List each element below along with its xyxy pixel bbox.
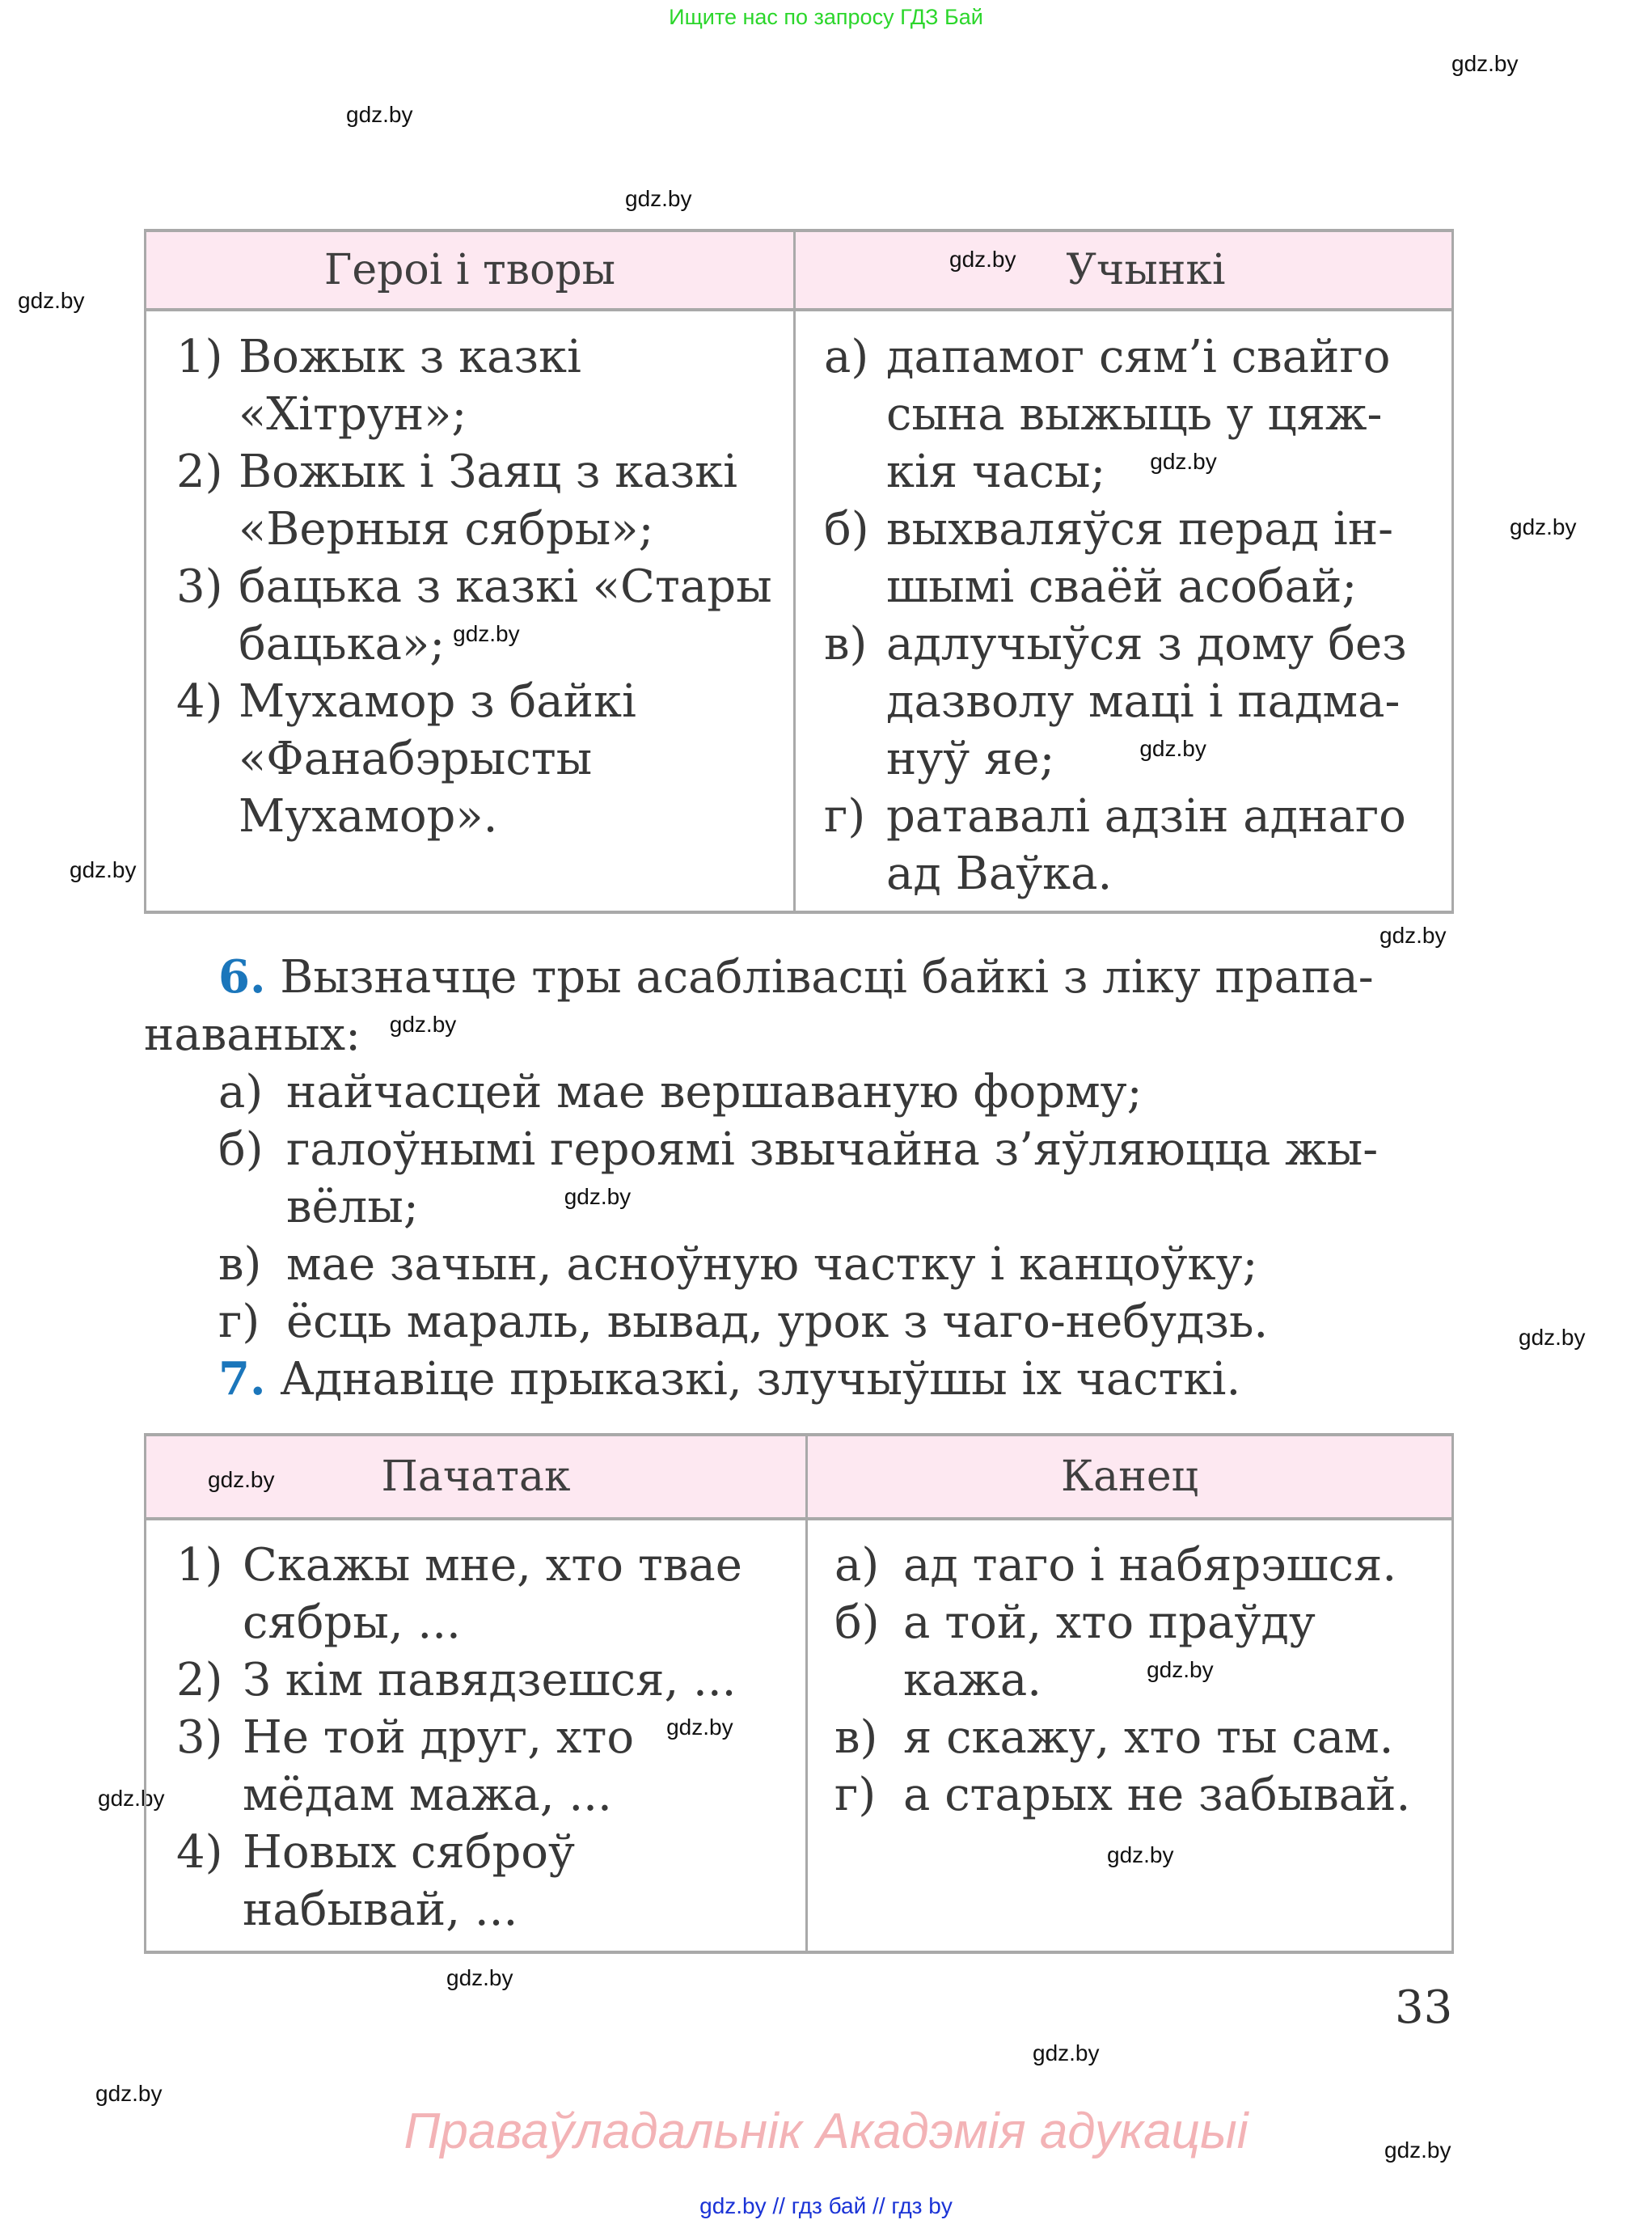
watermark: gdz.by <box>18 288 85 313</box>
list-item: 4) Новых сяброў набывай, ... <box>176 1826 575 1936</box>
watermark: gdz.by <box>1150 449 1217 474</box>
watermark: gdz.by <box>446 1965 513 1990</box>
watermark: gdz.by <box>625 186 692 211</box>
watermark: gdz.by <box>70 857 137 882</box>
watermark: gdz.by <box>95 2081 163 2106</box>
page-number: 33 <box>1395 1981 1453 2034</box>
watermark: gdz.by <box>98 1786 165 1811</box>
table-header-row <box>146 232 1451 311</box>
task-7-prompt: 7. Аднавіце прыказкі, злучыўшы іх часткі. <box>218 1352 1241 1406</box>
watermark: gdz.by <box>1033 2040 1100 2065</box>
task-6-prompt: 6. Вызначце тры асаблівасці байкі з ліку прапа- <box>218 950 1374 1004</box>
watermark: gdz.by <box>389 1012 457 1037</box>
table-body-row <box>146 311 1451 911</box>
list-item: а) дапамог сям’і свайго сына выжыць у цяж- кія часы; $^{gdz.by}$ <box>824 331 1391 498</box>
list-item: 2) З кім павядзешся, ... <box>176 1654 737 1706</box>
watermark: gdz.by <box>1451 51 1519 76</box>
list-item: 1) Вожык з казкі «Хітрун»; <box>176 331 581 441</box>
header-deeds: gdz.by Учынкі <box>793 232 1451 308</box>
watermark: gdz.by <box>1139 736 1206 761</box>
task-6-option: а) найчасцей мае вершаваную форму; <box>218 1066 1143 1118</box>
list-item: б) а той, хто праўду кажа. $^{gdz.by}$ <box>834 1596 1316 1706</box>
task-number: 6. <box>218 950 266 1004</box>
list-item: а) ад таго і набярэшся. <box>834 1539 1397 1592</box>
copyright-notice: Праваўладальнік Акадэмія адукацыі <box>403 2103 1249 2159</box>
task-6-prompt-cont: наваных: $^{gdz.by}$ <box>144 1008 457 1061</box>
list-item: г) ратавалі адзін аднаго ад Ваўка. <box>824 790 1406 900</box>
watermark: gdz.by <box>346 102 413 127</box>
deeds-column <box>793 311 1451 911</box>
list-item: 3) Не той друг, хто $^{gdz.by}$ мёдам мажа, ... <box>176 1711 733 1821</box>
list-item: 2) Вожык і Заяц з казкі «Верныя сябры»; <box>176 446 738 556</box>
proverbs-table <box>144 1433 1454 1954</box>
watermark: gdz.by <box>1519 1325 1586 1350</box>
list-item: 3) бацька з казкі «Стары бацька»; $^{gdz.by}$ <box>176 560 772 670</box>
watermark: gdz.by <box>453 621 520 646</box>
watermark: gdz.by <box>1379 923 1447 948</box>
table-body-row <box>146 1520 1451 1951</box>
watermark: gdz.by <box>666 1715 733 1740</box>
list-item: 4) Мухамор з байкі «Фанабэрысты Мухамор». <box>176 675 636 843</box>
ending-column <box>805 1520 1451 1951</box>
header-heroes: Героі і творы <box>323 246 616 294</box>
watermark: gdz.by <box>1147 1657 1214 1682</box>
list-item: г) а старых не забывай. <box>834 1769 1411 1821</box>
list-item: в) я скажу, хто ты сам. <box>834 1711 1394 1764</box>
watermark: gdz.by <box>1510 514 1577 539</box>
watermark: gdz.by <box>208 1467 275 1492</box>
task-number: 7. <box>218 1352 266 1406</box>
watermark: gdz.by <box>1107 1842 1174 1867</box>
list-item: б) выхваляўся перад ін- шымі сваёй асобай; <box>824 503 1394 613</box>
top-banner: Ищите нас по запросу ГДЗ Бай <box>669 5 983 29</box>
task-6-option: б) галоўнымі героямі звычайна з’яўляюцца жы- вёлы; $^{gdz.by}$ <box>218 1123 1379 1233</box>
watermark: gdz.by <box>564 1184 632 1209</box>
watermark: gdz.by <box>1384 2137 1451 2163</box>
task-6-option: г) ёсць мараль, вывад, урок з чаго-небудзь. <box>218 1296 1269 1348</box>
heroes-column <box>146 311 793 911</box>
header-beginning: gdz.by Пачатак <box>208 1452 571 1501</box>
heroes-deeds-table <box>144 229 1454 914</box>
footer-links[interactable]: gdz.by // гдз бай // гдз by <box>699 2193 953 2218</box>
table-header-row <box>146 1436 1451 1520</box>
watermark: gdz.by <box>949 247 1016 272</box>
task-6-option: в) мае зачын, асноўную частку і канцоўку; <box>218 1238 1258 1291</box>
beginning-column <box>146 1520 805 1951</box>
header-ending: Канец <box>805 1436 1451 1517</box>
list-item: 1) Скажы мне, хто твае сябры, ... <box>176 1539 742 1649</box>
list-item: в) адлучыўся з дому без дазволу маці і падма- нуў яе; $^{gdz.by}$ <box>824 618 1407 785</box>
